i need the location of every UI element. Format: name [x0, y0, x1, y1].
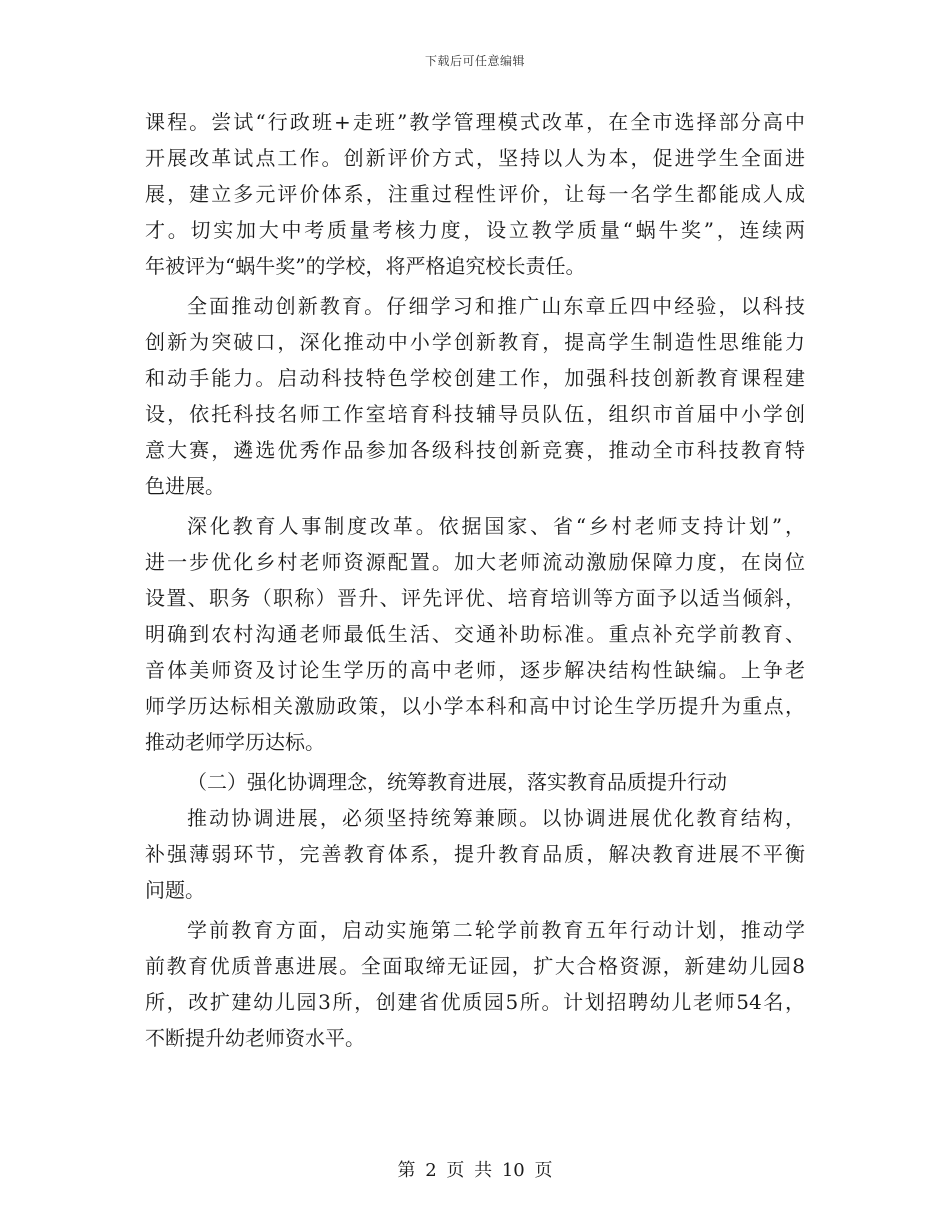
text-line: 师学历达标相关激励政策，以小学本科和高中讨论生学历提升为重点，: [145, 694, 805, 718]
text-line: 开展改革试点工作。创新评价方式，坚持以人为本，促进学生全面进: [145, 146, 805, 170]
text-line: 展，建立多元评价体系，注重过程性评价，让每一名学生都能成人成: [145, 182, 805, 206]
text-line: 问题。: [145, 878, 205, 902]
text-line: 才。切实加大中考质量考核力度，设立教学质量“蜗牛奖”，连续两: [145, 218, 805, 242]
text-line: 设，依托科技名师工作室培育科技辅导员队伍，组织市首届中小学创: [145, 402, 805, 426]
text-line: 明确到农村沟通老师最低生活、交通补助标准。重点补充学前教育、: [145, 622, 805, 646]
paragraph: [145, 800, 805, 908]
text-line: 深化教育人事制度改革。依据国家、省“乡村老师支持计划”，: [187, 514, 805, 538]
text-line: 意大赛，遴选优秀作品参加各级科技创新竞赛，推动全市科技教育特: [145, 438, 805, 462]
text-line: 年被评为“蜗牛奖”的学校，将严格追究校长责任。: [145, 254, 586, 278]
text-line: 音体美师资及讨论生学历的高中老师，逐步解决结构性缺编。上争老: [145, 658, 805, 682]
text-line: 创新为突破口，深化推动中小学创新教育，提高学生制造性思维能力: [145, 330, 805, 354]
page-footer: 第 2 页 共 10 页: [397, 1160, 553, 1181]
paragraph: [145, 288, 805, 504]
page-header: 下载后可任意编辑: [424, 54, 525, 68]
text-line: 补强薄弱环节，完善教育体系，提升教育品质，解决教育进展不平衡: [145, 842, 805, 866]
text-line: 前教育优质普惠进展。全面取缔无证园，扩大合格资源，新建幼儿园8: [145, 954, 805, 978]
paragraph: [145, 912, 805, 1056]
section-heading: （二）强化协调理念，统筹教育进展，落实教育品质提升行动: [187, 770, 727, 794]
text-line: 课程。尝试“行政班+走班”教学管理模式改革，在全市选择部分高中: [145, 110, 805, 134]
text-line: 推动协调进展，必须坚持统筹兼顾。以协调进展优化教育结构，: [187, 806, 805, 830]
text-line: 学前教育方面，启动实施第二轮学前教育五年行动计划，推动学: [187, 918, 805, 942]
text-line: 和动手能力。启动科技特色学校创建工作，加强科技创新教育课程建: [145, 366, 805, 390]
paragraph: [145, 104, 805, 284]
paragraph: [145, 508, 805, 760]
text-line: 色进展。: [145, 474, 225, 498]
text-line: 设置、职务（职称）晋升、评先评优、培育培训等方面予以适当倾斜，: [145, 586, 805, 610]
document-body: [145, 104, 805, 1056]
text-line: 全面推动创新教育。仔细学习和推广山东章丘四中经验，以科技: [187, 294, 805, 318]
text-line: 推动老师学历达标。: [145, 730, 325, 754]
text-line: 不断提升幼老师资水平。: [145, 1026, 365, 1050]
text-line: 所，改扩建幼儿园3所，创建省优质园5所。计划招聘幼儿老师54名，: [145, 990, 805, 1014]
text-line: 进一步优化乡村老师资源配置。加大老师流动激励保障力度，在岗位: [145, 550, 805, 574]
